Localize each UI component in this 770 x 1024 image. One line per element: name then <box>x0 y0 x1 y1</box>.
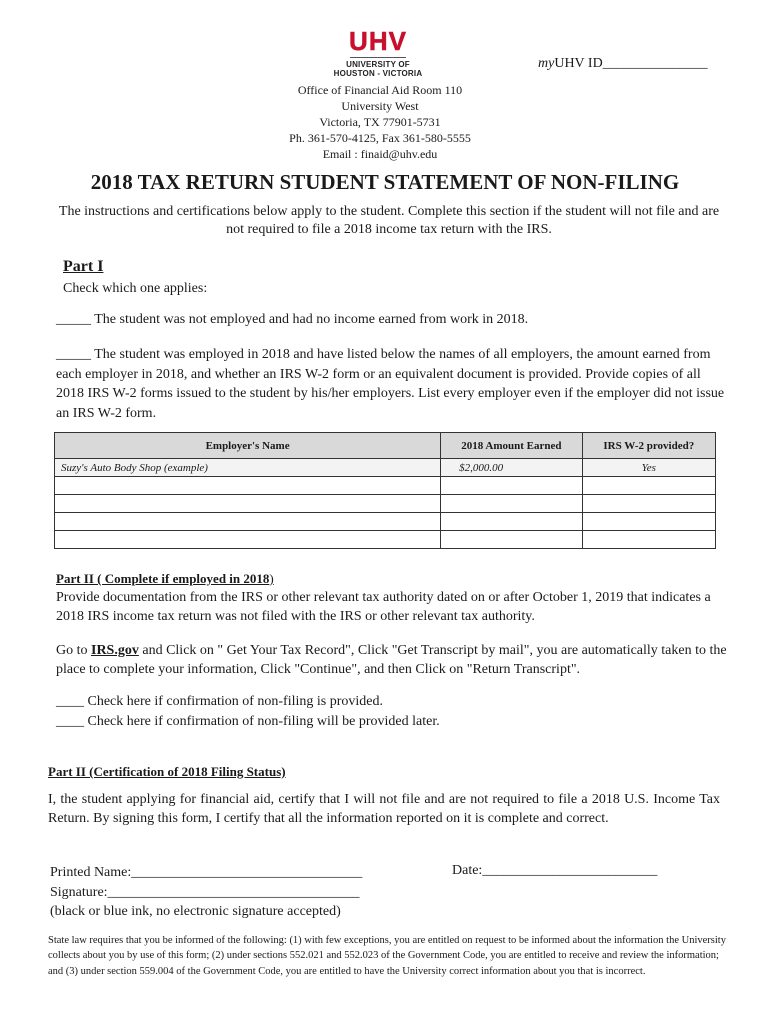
check-confirmation-later[interactable]: ____ Check here if confirmation of non-filing will be provided later. <box>56 714 440 729</box>
date-field[interactable]: Date:_________________________ <box>452 863 658 878</box>
employer-name-cell[interactable] <box>55 495 441 513</box>
address-line: Email : finaid@uhv.edu <box>322 147 438 161</box>
intro-text: The instructions and certifications below apply to the student. Complete this section if the student will not file and are not required to file a 2018 income tax return with the IRS. <box>58 204 720 237</box>
address-line: Ph. 361-570-4125, Fax 361-580-5555 <box>289 131 471 145</box>
w2-cell[interactable] <box>582 531 715 549</box>
printed-name-field[interactable]: Printed Name:_________________________________ <box>50 865 363 880</box>
example-amount: $2,000.00 <box>441 459 582 477</box>
address-line: University West <box>341 99 419 113</box>
myuhv-id <box>538 56 708 72</box>
confirmation-checks <box>56 692 440 732</box>
header-amount-earned: 2018 Amount Earned <box>441 433 582 459</box>
w2-cell[interactable] <box>582 495 715 513</box>
certification-text: I, the student applying for financial aid, certify that I will not file and are not required to file a 2018 U.S. Income Tax Return. By signing this form, I certify that all the information reported on it is complete and correct. <box>48 792 720 826</box>
goto-prefix: Go to <box>56 643 91 658</box>
option-employed[interactable]: _____ The student was employed in 2018 and have listed below the names of all employers, the amount earned from each employer in 2018, and whether an IRS W-2 form or an equivalent document is provided. Provide copies of all 2018 IRS W-2 forms issued to the student by his/her employers. List every employer even if the employer did not issue an IRS W-2 form. <box>56 347 725 421</box>
logo-rule <box>350 57 406 58</box>
check-which-label: Check which one applies: <box>63 281 208 296</box>
legal-notice: State law requires that you be informed of the following: (1) with few exceptions, you are entitled on request to be informed about the information the University collects about you by use of this form; (2) under sections 552.021 and 552.023 of the Government Code, you are entitled to receive and review the information; and (3) under section 559.004 of the Government Code, you are entitled to have the University correct information about you that is incorrect. <box>48 935 726 977</box>
irs-link[interactable]: IRS.gov <box>91 643 139 658</box>
header-employer-name: Employer's Name <box>55 433 441 459</box>
uhv-logo <box>330 28 426 78</box>
amount-cell[interactable] <box>441 477 582 495</box>
document-title: 2018 TAX RETURN STUDENT STATEMENT OF NON-FILING <box>90 170 680 194</box>
check-confirmation-provided[interactable]: ____ Check here if confirmation of non-filing is provided. <box>56 694 383 709</box>
employer-name-cell[interactable] <box>55 513 441 531</box>
goto-rest: and Click on " Get Your Tax Record", Click "Get Transcript by mail", you are automatically taken to the place to complete your information, Click "Continue", and then Click on "Return Transcript". <box>56 643 727 677</box>
example-employer: Suzy's Auto Body Shop (example) <box>55 459 441 477</box>
part1-heading: Part I <box>63 258 104 275</box>
header-w2-provided: IRS W-2 provided? <box>582 433 715 459</box>
part2-text: Provide documentation from the IRS or other relevant tax authority dated on or after October 1, 2019 that indicates a 2018 IRS income tax return was not filed with the IRS or other relevant tax authority. <box>56 590 711 624</box>
myuhv-prefix: my <box>538 56 555 71</box>
address-line: Victoria, TX 77901-5731 <box>319 115 441 129</box>
signature-block <box>50 863 362 922</box>
w2-cell[interactable] <box>582 513 715 531</box>
table-row <box>55 495 716 513</box>
employer-table <box>54 432 716 549</box>
employer-name-cell[interactable] <box>55 477 441 495</box>
table-row <box>55 477 716 495</box>
part2-goto-instructions <box>56 641 736 679</box>
ink-note: (black or blue ink, no electronic signature accepted) <box>50 904 341 919</box>
myuhv-label: UHV ID_______________ <box>554 56 708 71</box>
table-header-row <box>55 433 716 459</box>
part2-heading <box>56 571 274 587</box>
example-w2: Yes <box>582 459 715 477</box>
office-address <box>230 82 530 162</box>
table-row <box>55 531 716 549</box>
certification-heading: Part II (Certification of 2018 Filing Status) <box>48 764 286 779</box>
employer-name-cell[interactable] <box>55 531 441 549</box>
signature-field[interactable]: Signature:____________________________________ <box>50 884 360 900</box>
table-row <box>55 513 716 531</box>
logo-line2: HOUSTON - VICTORIA <box>333 69 423 78</box>
logo-mark: UHV <box>349 26 407 56</box>
amount-cell[interactable] <box>441 513 582 531</box>
amount-cell[interactable] <box>441 531 582 549</box>
amount-cell[interactable] <box>441 495 582 513</box>
w2-cell[interactable] <box>582 477 715 495</box>
logo-line1: UNIVERSITY OF <box>346 60 410 69</box>
part2-heading-text: Part II ( Complete if employed in 2018 <box>56 571 270 586</box>
address-line: Office of Financial Aid Room 110 <box>297 83 463 97</box>
part2-heading-close: ) <box>269 571 274 586</box>
option-not-employed[interactable]: _____ The student was not employed and had no income earned from work in 2018. <box>56 312 529 327</box>
table-row-example <box>55 459 716 477</box>
